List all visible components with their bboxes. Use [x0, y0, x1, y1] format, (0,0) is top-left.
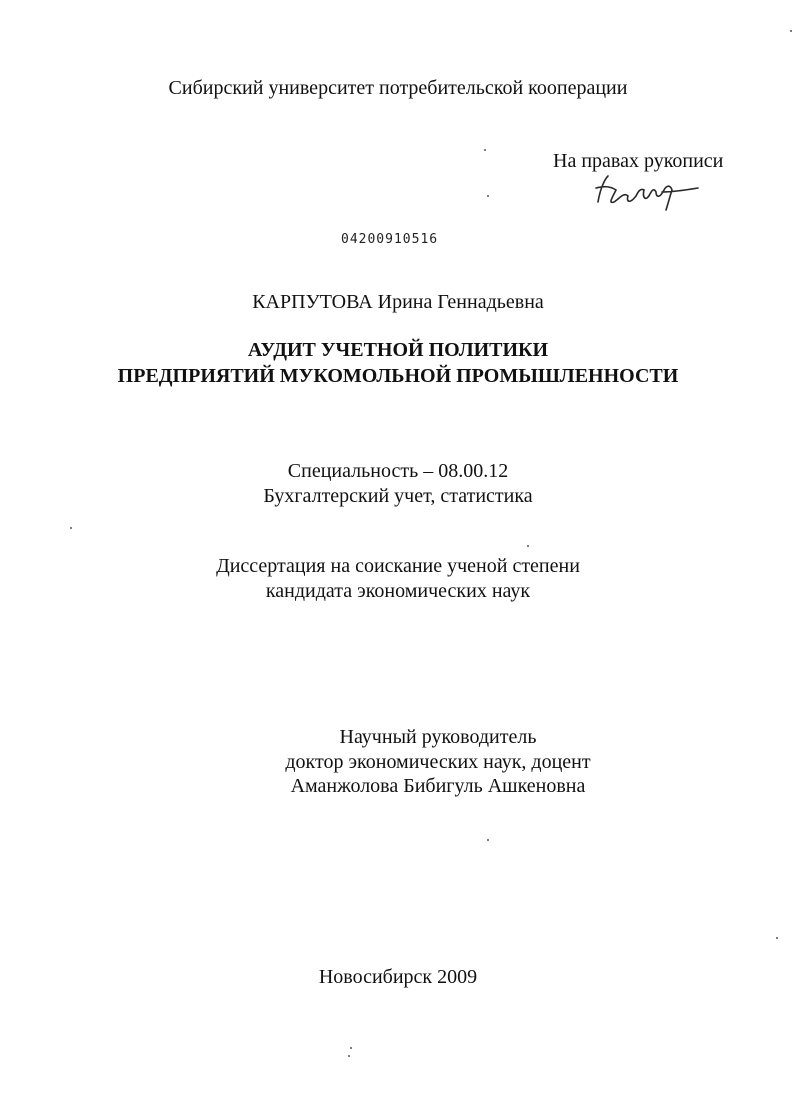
document-code: 04200910516 [341, 232, 439, 247]
dissertation-line-2: кандидата экономических наук [265, 580, 531, 602]
thesis-title-line-2: ПРЕДПРИЯТИЙ МУКОМОЛЬНОЙ ПРОМЫШЛЕННОСТИ [117, 365, 679, 387]
specialty-name: Бухгалтерский учет, статистика [263, 485, 533, 507]
scan-speck [487, 839, 489, 841]
scan-speck [348, 1055, 350, 1057]
dissertation-line-1: Диссертация на соискание ученой степени [216, 555, 580, 577]
place-year: Новосибирск 2009 [318, 966, 478, 988]
scan-speck [350, 1047, 352, 1049]
supervisor-name: Аманжолова Бибигуль Ашкеновна [290, 775, 586, 797]
university-name: Сибирский университет потребительской кооперации [168, 77, 628, 99]
scan-speck [484, 149, 486, 151]
thesis-title-line-1: АУДИТ УЧЕТНОЙ ПОЛИТИКИ [247, 339, 549, 361]
manuscript-note: На правах рукописи [553, 150, 724, 172]
supervisor-label: Научный руководитель [339, 726, 537, 748]
specialty-code: Специальность – 08.00.12 [287, 460, 509, 482]
scan-speck [776, 937, 778, 939]
scan-speck [487, 195, 489, 197]
scan-speck [527, 545, 529, 547]
handwritten-signature [590, 172, 700, 212]
scan-speck [790, 30, 792, 32]
author-name: КАРПУТОВА Ирина Геннадьевна [252, 291, 544, 313]
supervisor-degree: доктор экономических наук, доцент [285, 751, 591, 773]
scan-speck [70, 527, 72, 529]
